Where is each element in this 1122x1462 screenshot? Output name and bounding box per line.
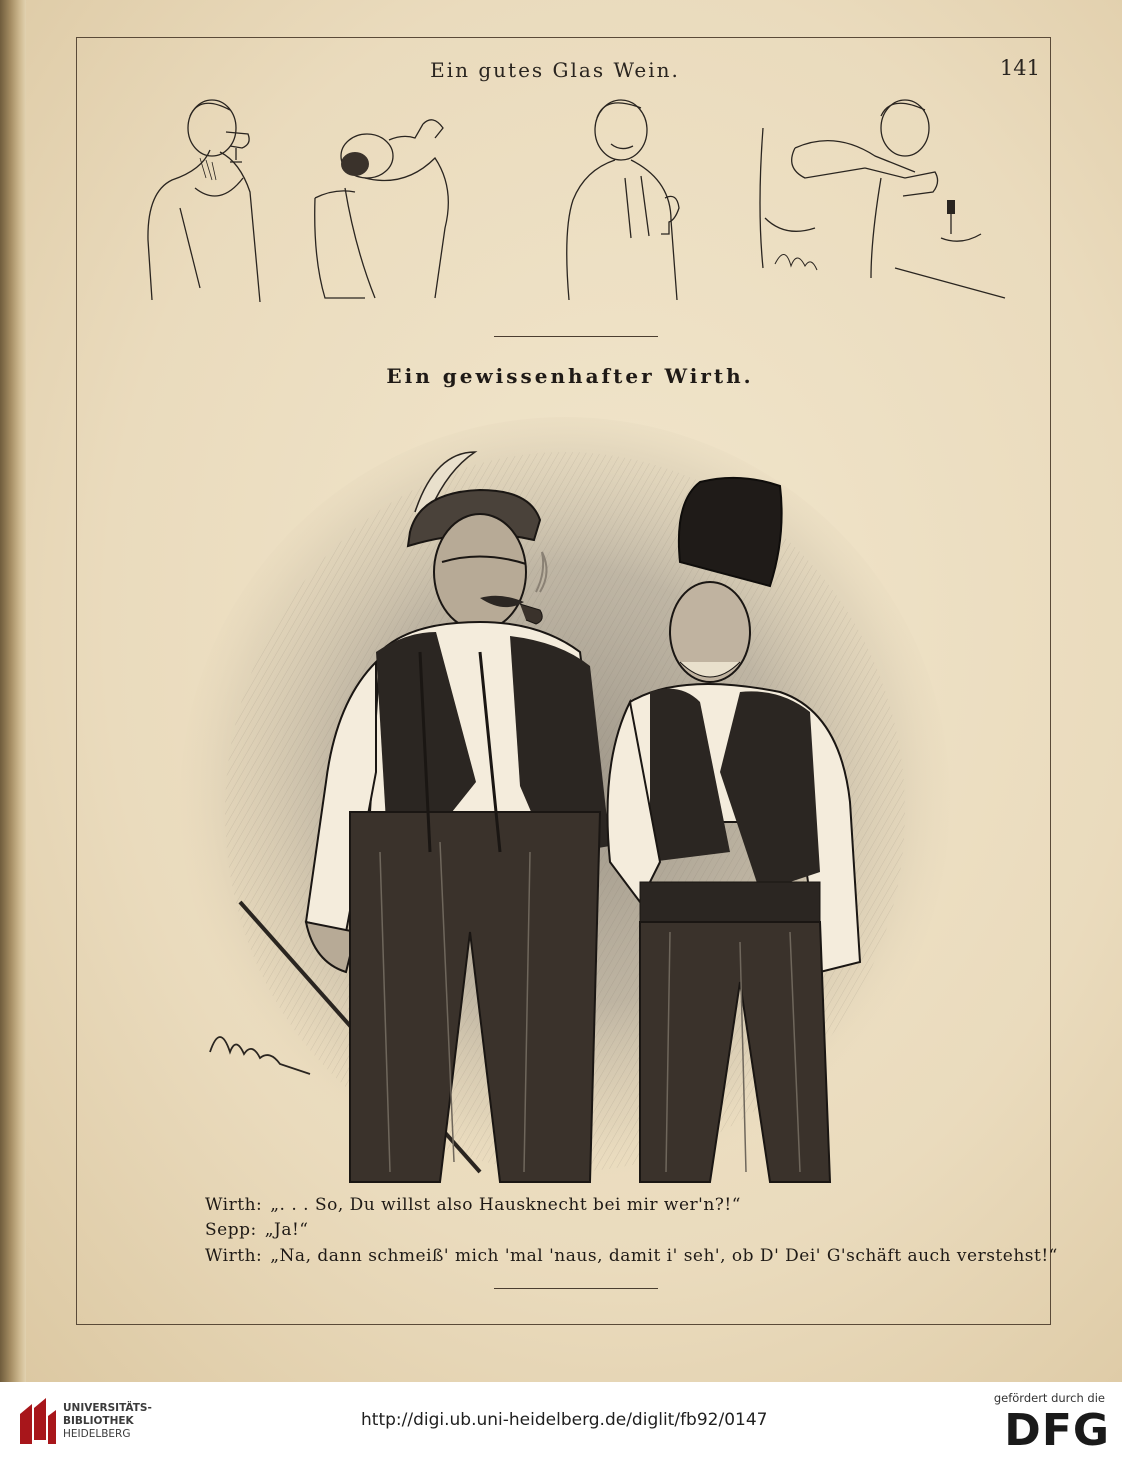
section-title: Ein gewissenhafter Wirth. xyxy=(386,364,754,388)
digitization-footer xyxy=(0,1382,1122,1462)
book-binding-edge xyxy=(0,0,26,1382)
dialogue-text: „Na, dann schmeiß' mich 'mal 'naus, damit i' seh', ob D' Dei' G'schäft auch verstehst!“ xyxy=(270,1246,1058,1266)
dfg-logo: DFG xyxy=(1004,1405,1110,1456)
sketch-man-pouring-wine xyxy=(755,88,1010,308)
dialogue-text: „Ja!“ xyxy=(264,1220,309,1240)
page-number: 141 xyxy=(999,56,1040,80)
dialogue-line-1 xyxy=(205,1195,741,1215)
divider-bottom xyxy=(494,1288,658,1289)
funded-by-label: gefördert durch die xyxy=(993,1391,1105,1405)
dialogue-speaker: Wirth: xyxy=(205,1246,263,1266)
dialogue-line-2 xyxy=(205,1220,308,1240)
divider-top xyxy=(494,336,658,337)
sketch-man-drinking xyxy=(305,88,485,308)
sketch-man-smiling-with-glass xyxy=(555,88,700,308)
sketch-man-smelling-wine xyxy=(140,88,280,308)
permalink-url[interactable]: http://digi.ub.uni-heidelberg.de/diglit/fb92/0147 xyxy=(361,1410,768,1430)
page-header-title: Ein gutes Glas Wein. xyxy=(430,58,680,82)
dialogue-speaker: Wirth: xyxy=(205,1195,263,1215)
engraving-wirth-and-sepp xyxy=(180,412,950,1187)
library-name-line: UNIVERSITÄTS- xyxy=(63,1402,152,1414)
library-name-line: BIBLIOTHEK xyxy=(63,1415,134,1427)
library-name xyxy=(63,1402,152,1441)
dialogue-speaker: Sepp: xyxy=(205,1220,257,1240)
library-name-line: HEIDELBERG xyxy=(63,1428,131,1440)
dialogue-text: „. . . So, Du willst also Hausknecht bei mir wer'n?!“ xyxy=(270,1195,741,1215)
library-logo-icon xyxy=(18,1396,58,1446)
dialogue-line-3 xyxy=(205,1246,1058,1266)
